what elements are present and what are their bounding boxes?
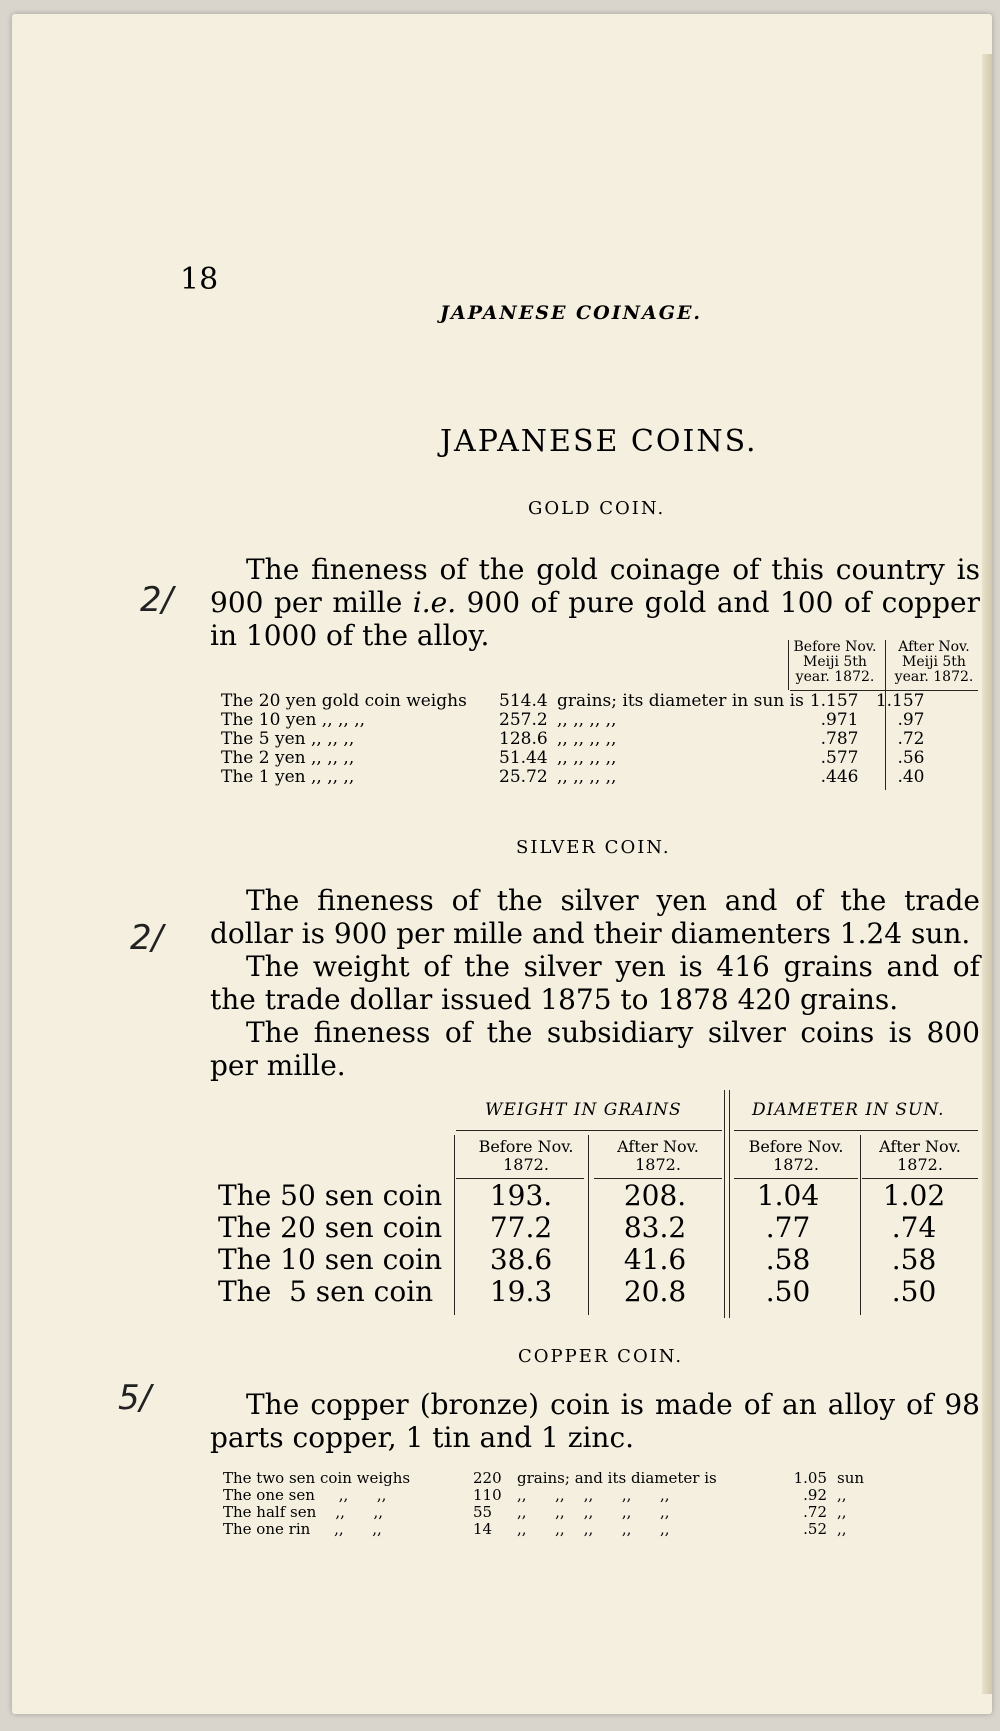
silver-diameter-rule bbox=[734, 1130, 978, 1131]
silver-row-d-before: 1.04 bbox=[756, 1179, 820, 1212]
gold-row-rest: ,, ,, ,, ,, bbox=[557, 710, 617, 730]
copper-heading: COPPER COIN. bbox=[518, 1346, 684, 1367]
gold-row-before: 1.157 bbox=[809, 691, 859, 711]
gold-row-rest: ,, ,, ,, ,, bbox=[557, 767, 617, 787]
gold-col-before-line2: Meiji 5th bbox=[803, 654, 867, 670]
silver-paragraph-2: The weight of the silver yen is 416 grains and of the trade dollar issued 1875 to 1878 420 grains. bbox=[210, 950, 980, 1016]
gold-row-before: .787 bbox=[820, 729, 859, 749]
silver-row-label: The 5 sen coin bbox=[218, 1275, 434, 1308]
table-row bbox=[218, 1470, 882, 1487]
gold-coin-table bbox=[218, 692, 928, 787]
copper-row-grains: 220 bbox=[473, 1469, 502, 1487]
sub-line: 1872. bbox=[773, 1155, 819, 1174]
silver-row-w-after: 83.2 bbox=[623, 1211, 687, 1244]
silver-row-d-after: .58 bbox=[891, 1243, 937, 1276]
margin-note-copper: 5/ bbox=[118, 1378, 152, 1418]
table-row bbox=[218, 749, 928, 768]
sub-line: Before Nov. bbox=[748, 1137, 844, 1156]
copper-paragraph bbox=[210, 1388, 980, 1454]
gold-row-after: .40 bbox=[897, 767, 925, 787]
table-row bbox=[218, 1276, 978, 1308]
copper-row-rest: ,, ,, ,, ,, ,, bbox=[517, 1486, 670, 1504]
table-row bbox=[218, 1487, 882, 1504]
copper-coin-table bbox=[218, 1470, 882, 1538]
gold-row-label: The 20 yen gold coin weighs bbox=[221, 691, 467, 711]
gold-row-rest: ,, ,, ,, ,, bbox=[557, 729, 617, 749]
gold-paragraph-post: 900 of pure gold and 100 of copper in 1000 of the alloy. bbox=[210, 586, 980, 652]
gold-row-rest: grains; its diameter in sun is bbox=[557, 691, 804, 711]
copper-row-label: The one rin ,, ,, bbox=[223, 1520, 382, 1538]
silver-row-w-before: 77.2 bbox=[489, 1211, 553, 1244]
book-page bbox=[12, 14, 992, 1714]
gold-row-label: The 5 yen ,, ,, ,, bbox=[221, 729, 355, 749]
copper-row-grains: 14 bbox=[473, 1520, 493, 1538]
gold-col-after-line3: year. 1872. bbox=[894, 669, 974, 685]
table-row bbox=[218, 1244, 978, 1276]
gold-paragraph-pre: The fineness of the gold coinage of this country is 900 per mille bbox=[210, 553, 980, 619]
table-row bbox=[218, 1504, 882, 1521]
table-row bbox=[218, 768, 928, 787]
gold-row-label: The 1 yen ,, ,, ,, bbox=[221, 767, 355, 787]
sub-line: After Nov. bbox=[617, 1137, 699, 1156]
copper-row-rest: ,, ,, ,, ,, ,, bbox=[517, 1503, 670, 1521]
silver-sub-after-diameter bbox=[862, 1138, 978, 1174]
page-edge bbox=[982, 54, 992, 1694]
silver-row-w-before: 38.6 bbox=[489, 1243, 553, 1276]
silver-paragraphs bbox=[210, 884, 980, 1082]
table-row bbox=[218, 1180, 978, 1212]
silver-row-d-before: .58 bbox=[765, 1243, 811, 1276]
copper-row-unit: sun bbox=[837, 1469, 865, 1487]
gold-row-grains: 514.4 bbox=[499, 691, 548, 711]
silver-row-w-after: 41.6 bbox=[623, 1243, 687, 1276]
margin-note-silver: 2/ bbox=[130, 918, 164, 958]
gold-row-grains: 257.2 bbox=[499, 710, 548, 730]
silver-paragraph-1: The fineness of the silver yen and of the trade dollar is 900 per mille and their diamenters 1.24 sun. bbox=[210, 884, 980, 950]
silver-row-w-before: 19.3 bbox=[489, 1275, 553, 1308]
silver-paragraph-3: The fineness of the subsidiary silver coins is 800 per mille. bbox=[210, 1016, 980, 1082]
sub-line: 1872. bbox=[897, 1155, 943, 1174]
silver-group-weight: WEIGHT IN GRAINS bbox=[485, 1100, 682, 1120]
gold-col-before-line3: year. 1872. bbox=[795, 669, 875, 685]
running-head: JAPANESE COINAGE. bbox=[440, 302, 703, 324]
copper-row-label: The half sen ,, ,, bbox=[223, 1503, 384, 1521]
gold-row-before: .577 bbox=[820, 748, 859, 768]
silver-row-d-before: .50 bbox=[765, 1275, 811, 1308]
silver-row-d-before: .77 bbox=[765, 1211, 811, 1244]
silver-group-diameter: DIAMETER IN SUN. bbox=[752, 1100, 945, 1120]
copper-row-diam: .52 bbox=[803, 1520, 827, 1538]
gold-header-rule-left bbox=[788, 640, 789, 690]
table-row bbox=[218, 1521, 882, 1538]
gold-col-before-line1: Before Nov. bbox=[793, 639, 877, 655]
gold-row-grains: 25.72 bbox=[499, 767, 548, 787]
sub-line: 1872. bbox=[503, 1155, 549, 1174]
copper-paragraph-text: The copper (bronze) coin is made of an alloy of 98 parts copper, 1 tin and 1 zinc. bbox=[210, 1388, 980, 1454]
silver-row-w-after: 20.8 bbox=[623, 1275, 687, 1308]
copper-row-diam: .92 bbox=[803, 1486, 827, 1504]
gold-row-grains: 128.6 bbox=[499, 729, 548, 749]
sub-line: After Nov. bbox=[879, 1137, 961, 1156]
copper-row-diam: .72 bbox=[803, 1503, 827, 1521]
table-row bbox=[218, 1212, 978, 1244]
sub-line: 1872. bbox=[635, 1155, 681, 1174]
silver-row-label: The 10 sen coin bbox=[218, 1243, 443, 1276]
gold-row-after: .97 bbox=[897, 710, 925, 730]
gold-col-before-header bbox=[790, 640, 880, 685]
sub-line: Before Nov. bbox=[478, 1137, 574, 1156]
page-title: JAPANESE COINS. bbox=[440, 424, 758, 459]
silver-weight-rule bbox=[456, 1130, 722, 1131]
table-row bbox=[218, 711, 928, 730]
gold-row-before: .446 bbox=[820, 767, 859, 787]
copper-row-label: The one sen ,, ,, bbox=[223, 1486, 387, 1504]
margin-note-gold: 2/ bbox=[140, 580, 174, 620]
copper-row-label: The two sen coin weighs bbox=[223, 1469, 411, 1487]
gold-col-after-header bbox=[890, 640, 978, 685]
silver-row-w-after: 208. bbox=[623, 1179, 687, 1212]
copper-row-unit: ,, bbox=[837, 1520, 847, 1538]
gold-row-rest: ,, ,, ,, ,, bbox=[557, 748, 617, 768]
table-row bbox=[218, 692, 928, 711]
gold-paragraph-ie: i.e. bbox=[412, 586, 457, 619]
silver-sub-after-weight bbox=[594, 1138, 722, 1174]
silver-row-d-after: .74 bbox=[891, 1211, 937, 1244]
silver-coin-table bbox=[218, 1180, 978, 1308]
silver-row-w-before: 193. bbox=[489, 1179, 553, 1212]
silver-row-d-after: .50 bbox=[891, 1275, 937, 1308]
silver-sub-before-weight bbox=[462, 1138, 590, 1174]
silver-row-d-after: 1.02 bbox=[882, 1179, 946, 1212]
gold-col-after-line1: After Nov. bbox=[898, 639, 970, 655]
copper-row-rest: ,, ,, ,, ,, ,, bbox=[517, 1520, 670, 1538]
gold-row-grains: 51.44 bbox=[499, 748, 548, 768]
silver-heading: SILVER COIN. bbox=[516, 837, 671, 858]
copper-row-unit: ,, bbox=[837, 1486, 847, 1504]
copper-row-rest: grains; and its diameter is bbox=[517, 1469, 717, 1487]
silver-row-label: The 50 sen coin bbox=[218, 1179, 443, 1212]
gold-row-label: The 2 yen ,, ,, ,, bbox=[221, 748, 355, 768]
copper-row-grains: 55 bbox=[473, 1503, 493, 1521]
gold-paragraph bbox=[210, 553, 980, 652]
copper-row-grains: 110 bbox=[473, 1486, 502, 1504]
silver-row-label: The 20 sen coin bbox=[218, 1211, 443, 1244]
gold-heading: GOLD COIN. bbox=[528, 498, 666, 519]
gold-row-after: .56 bbox=[897, 748, 925, 768]
page-number: 18 bbox=[180, 262, 219, 297]
silver-sub-before-diameter bbox=[734, 1138, 858, 1174]
gold-row-before: .971 bbox=[820, 710, 859, 730]
gold-col-after-line2: Meiji 5th bbox=[902, 654, 966, 670]
table-row bbox=[218, 730, 928, 749]
copper-row-diam: 1.05 bbox=[793, 1469, 827, 1487]
gold-row-label: The 10 yen ,, ,, ,, bbox=[221, 710, 366, 730]
copper-row-unit: ,, bbox=[837, 1503, 847, 1521]
gold-row-after: 1.157 bbox=[875, 691, 925, 711]
gold-row-after: .72 bbox=[897, 729, 925, 749]
